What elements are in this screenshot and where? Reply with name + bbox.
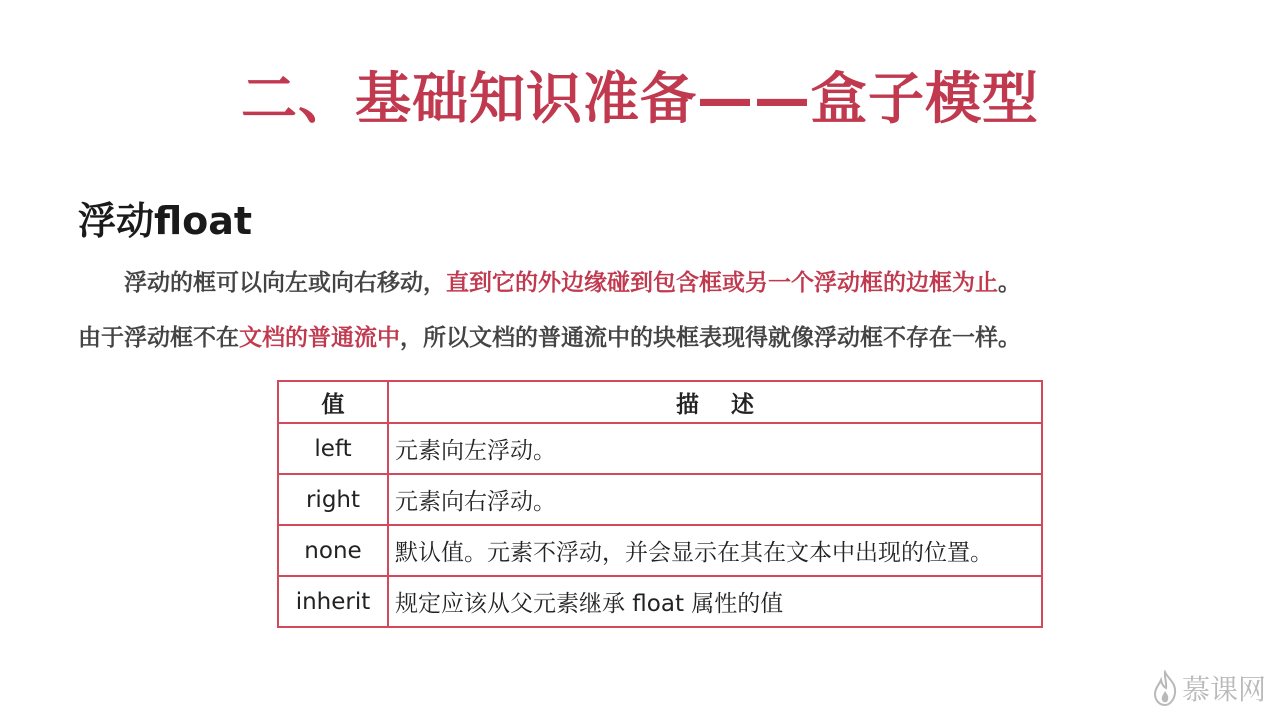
table-cell-description: 元素向右浮动。 bbox=[388, 474, 1042, 525]
table-row bbox=[278, 525, 1042, 576]
table-header-row bbox=[278, 381, 1042, 423]
paragraph-2-highlight: 文档的普通流中 bbox=[239, 325, 400, 351]
paragraph-2 bbox=[78, 319, 1021, 352]
table-cell-description: 规定应该从父元素继承 float 属性的值 bbox=[388, 576, 1042, 627]
table-cell-value: inherit bbox=[278, 576, 388, 627]
logo-text: 慕课网 bbox=[1181, 673, 1266, 706]
paragraph-1-text: 浮动的框可以向左或向右移动， bbox=[124, 270, 446, 296]
flame-icon bbox=[1152, 670, 1178, 706]
table-cell-description: 默认值。元素不浮动，并会显示在其在文本中出现的位置。 bbox=[388, 525, 1042, 576]
paragraph-2-text: 由于浮动框不在 bbox=[78, 325, 239, 351]
paragraph-1-end: 。 bbox=[998, 270, 1021, 296]
table-header-description: 描 述 bbox=[388, 381, 1042, 423]
table-row bbox=[278, 474, 1042, 525]
paragraph-1-highlight: 直到它的外边缘碰到包含框或另一个浮动框的边框为止 bbox=[446, 270, 998, 296]
table-header-value: 值 bbox=[278, 381, 388, 423]
float-values-table bbox=[277, 380, 1043, 628]
paragraph-1 bbox=[124, 264, 1021, 297]
table-cell-value: left bbox=[278, 423, 388, 474]
table-row bbox=[278, 576, 1042, 627]
table-cell-value: right bbox=[278, 474, 388, 525]
section-subtitle: 浮动float bbox=[78, 199, 253, 243]
slide-title: 二、基础知识准备——盒子模型 bbox=[241, 67, 1039, 132]
table-cell-value: none bbox=[278, 525, 388, 576]
table-cell-description: 元素向左浮动。 bbox=[388, 423, 1042, 474]
imooc-logo bbox=[1152, 668, 1266, 708]
table-row bbox=[278, 423, 1042, 474]
paragraph-2-end: ，所以文档的普通流中的块框表现得就像浮动框不存在一样。 bbox=[400, 325, 1021, 351]
